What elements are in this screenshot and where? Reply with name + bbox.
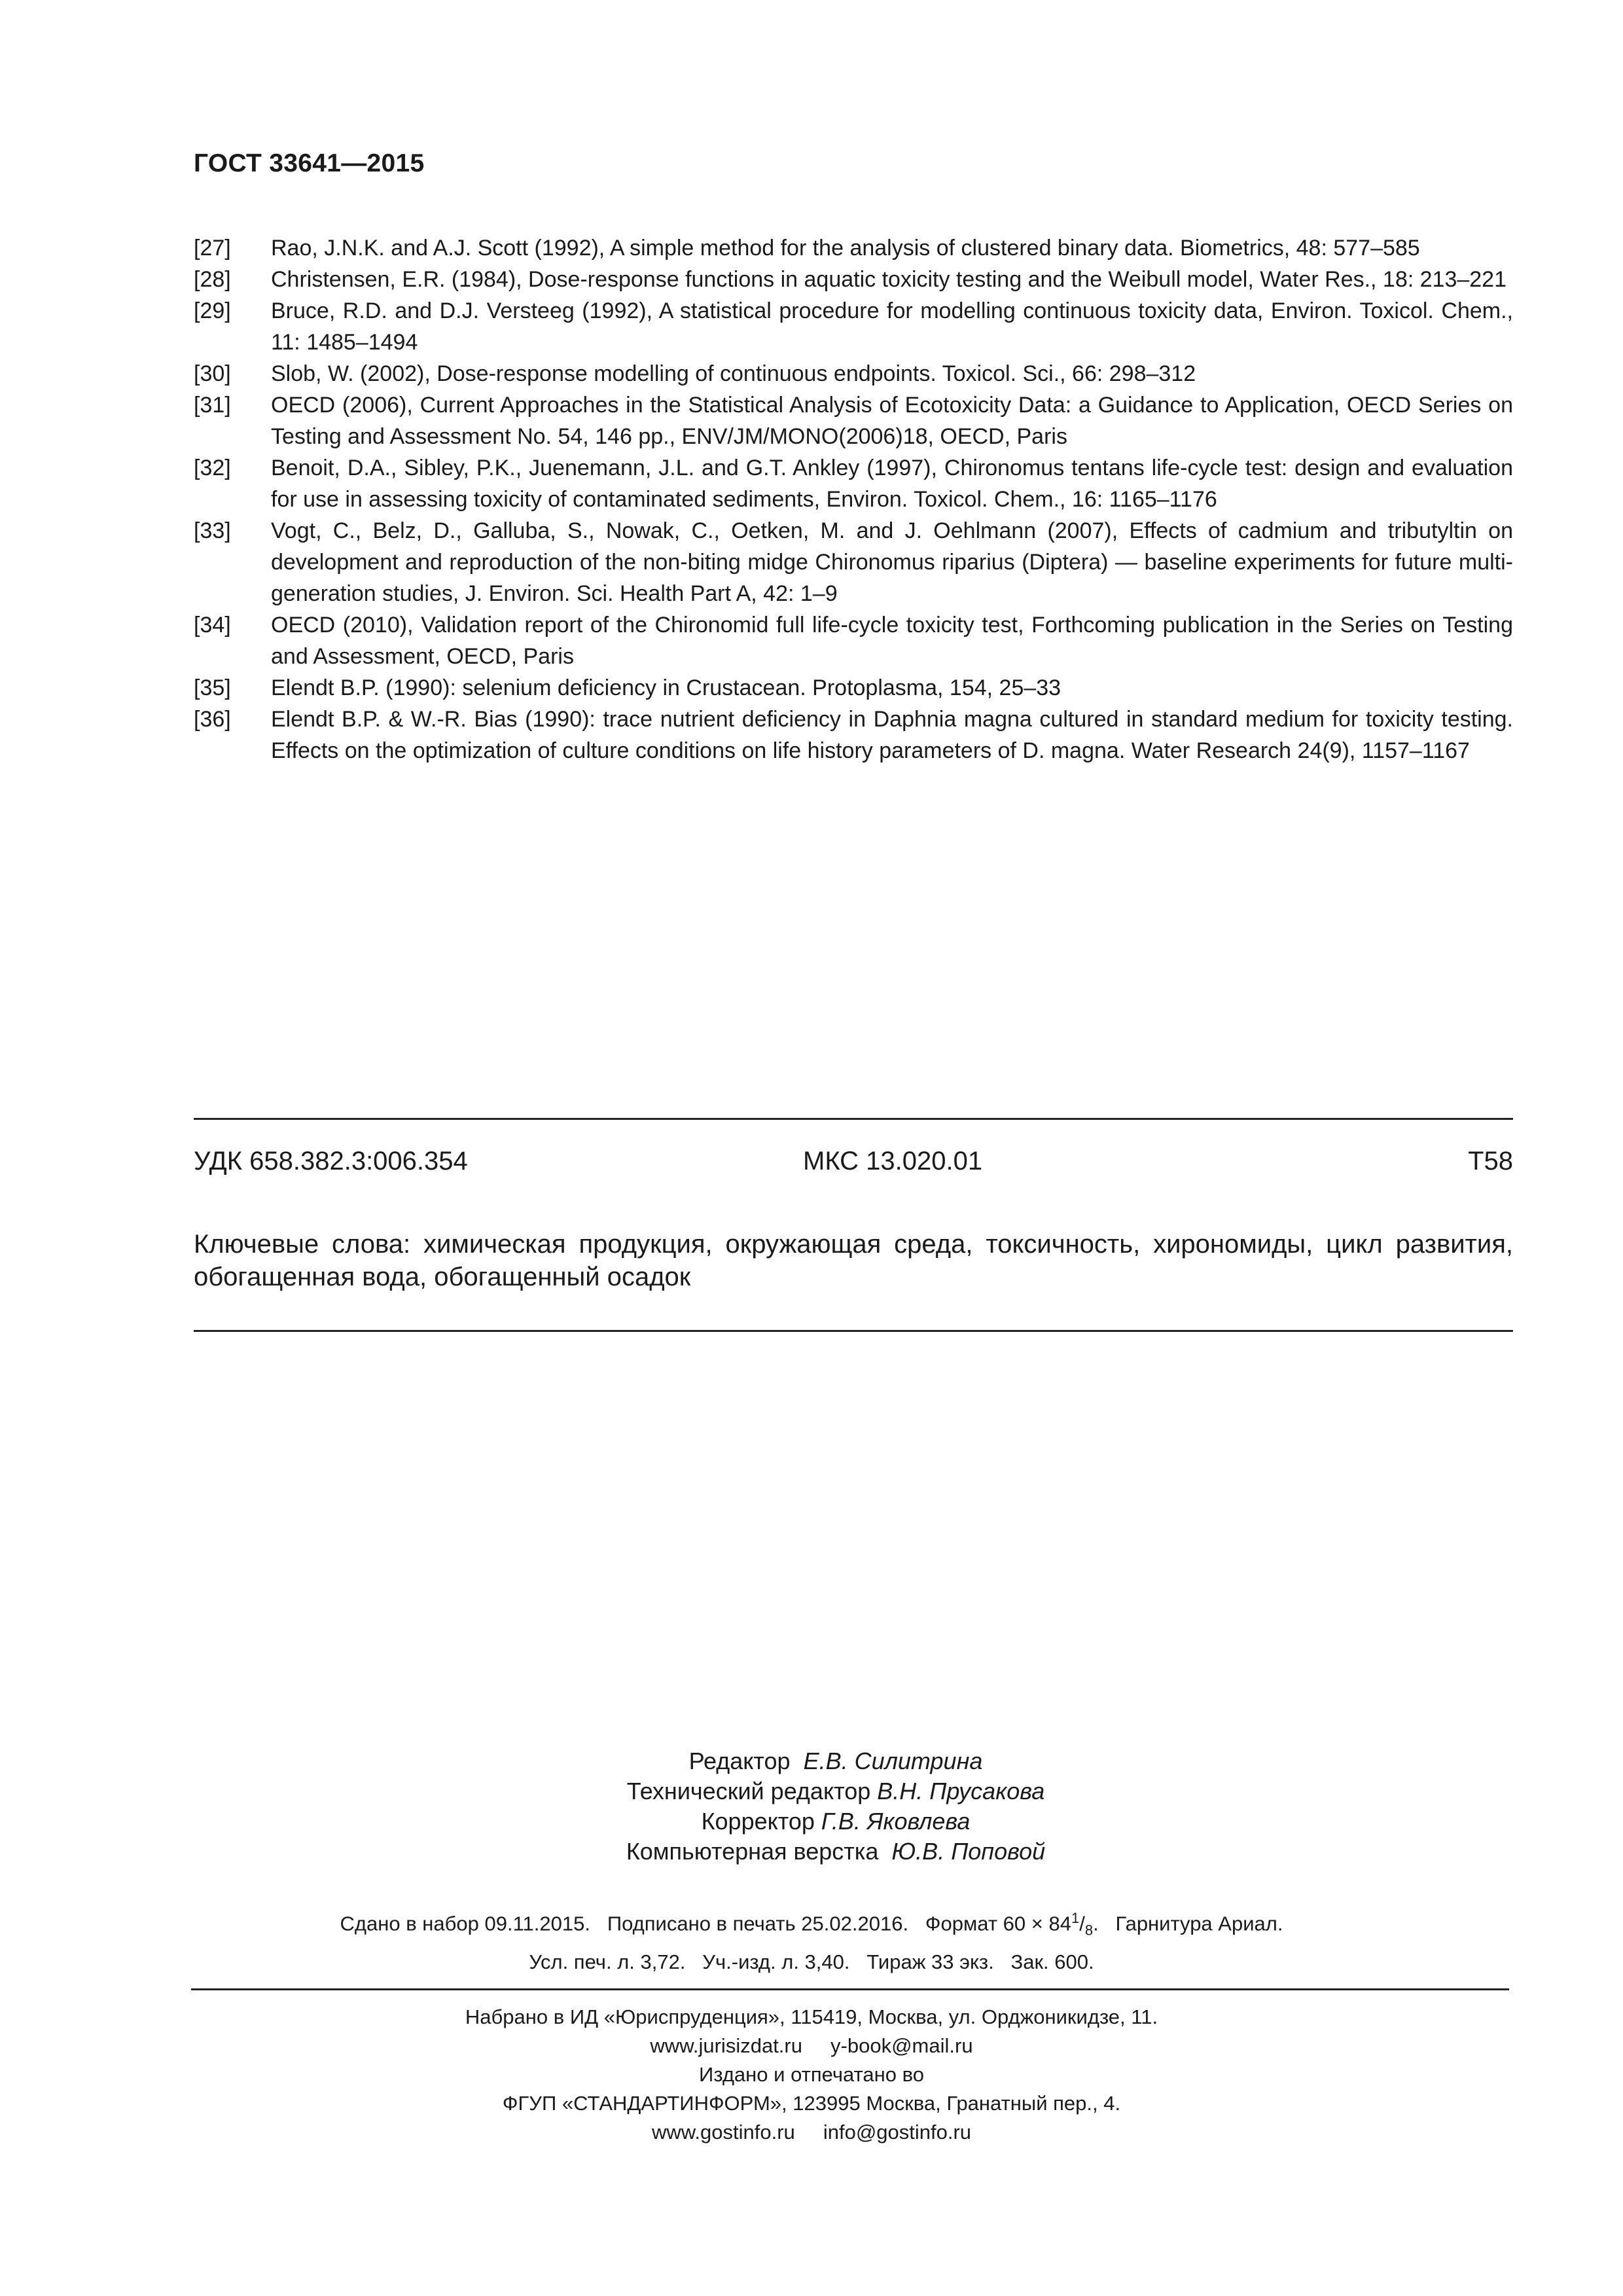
printer-line: Набрано в ИД «Юриспруденция», 115419, Москва, ул. Орджоникидзе, 11. [465,2005,1158,2028]
credit-name: Е.В. Силитрина [803,1748,983,1774]
credit-name: В.Н. Прусакова [877,1778,1045,1804]
reference-number: [36] [194,707,231,732]
printer-line: Издано и отпечатано во [699,2063,924,2086]
reference-item [194,672,1513,704]
reference-text: Christensen, E.R. (1984), Dose-response functions in aquatic toxicity testing and the Weibull model, Water Res., 18: 213–221 [271,267,1507,292]
credit-corrector [24,1806,1623,1837]
document-header: ГОСТ 33641—2015 [194,149,425,177]
publication-text: . Гарнитура Ариал. [1093,1912,1283,1935]
credit-layout [24,1837,1623,1867]
mks-code: МКС 13.020.01 [803,1147,983,1175]
reference-item [194,609,1513,672]
udk-code: УДК 658.382.3:006.354 [194,1147,468,1175]
credit-tech-editor [24,1776,1623,1806]
divider [191,1988,1509,1990]
credit-name: Ю.В. Поповой [891,1838,1046,1865]
reference-item [194,515,1513,609]
reference-number: [30] [194,361,231,386]
reference-text: Elendt B.P. (1990): selenium deficiency in Crustacean. Protoplasma, 154, 25–33 [271,675,1061,700]
reference-item [194,264,1513,295]
reference-number: [27] [194,236,231,260]
reference-text: OECD (2010), Validation report of the Chironomid full life-cycle toxicity test, Forthcoming publication in the Series on Testing and Assessment, OECD, Paris [271,613,1513,669]
credits-block [0,1746,1623,1867]
reference-number: [28] [194,267,231,292]
printer-contacts: www.gostinfo.ru info@gostinfo.ru [651,2121,972,2144]
reference-item [194,232,1513,264]
reference-item [194,704,1513,766]
references-list [194,232,1513,766]
reference-number: [34] [194,613,231,637]
printer-info [0,2003,1623,2147]
reference-number: [33] [194,518,231,543]
reference-text: Benoit, D.A., Sibley, P.K., Juenemann, J.L. and G.T. Ankley (1997), Chironomus tentans life-cycle test: design and evaluation for use in assessing toxicity of contaminated sediments, Environ. Toxicol. Chem., 16: 1165–1176 [271,456,1513,512]
reference-text: Rao, J.N.K. and A.J. Scott (1992), A simple method for the analysis of clustered binary data. Biometrics, 48: 577–585 [271,236,1420,260]
reference-number: [29] [194,298,231,323]
printer-line: ФГУП «СТАНДАРТИНФОРМ», 123995 Москва, Гранатный пер., 4. [502,2092,1121,2115]
reference-number: [35] [194,675,231,700]
keywords: Ключевые слова: химическая продукция, окружающая среда, токсичность, хирономиды, цикл развития, обогащенная вода, обогащенный осадок [194,1230,1513,1291]
format-numerator: 1 [1071,1910,1080,1926]
publication-info [0,1903,1623,1978]
reference-item [194,452,1513,515]
publication-line-1 [0,1903,1623,1946]
reference-text: Bruce, R.D. and D.J. Versteeg (1992), A statistical procedure for modelling continuous toxicity data, Environ. Toxicol. Chem., 11: 1485–1494 [271,298,1513,355]
reference-text: OECD (2006), Current Approaches in the Statistical Analysis of Ecotoxicity Data: a Guidance to Application, OECD Series on Testing and Assessment No. 54, 146 pp., ENV/JM/MONO(2006)18, OECD, Paris [271,393,1513,449]
credit-name: Г.В. Яковлева [821,1808,971,1835]
reference-text: Vogt, C., Belz, D., Galluba, S., Nowak, C., Oetken, M. and J. Oehlmann (2007), Effects of cadmium and tributyltin on development and reproduction of the non-biting midge Chironomus riparius (Diptera) — baseline experiments for future multi-generation studies, J. Environ. Sci. Health Part A, 42: 1–9 [271,518,1513,606]
divider [194,1330,1513,1332]
reference-number: [32] [194,456,231,480]
credit-label: Технический редактор [626,1778,871,1804]
credit-label: Корректор [701,1808,815,1835]
format-denominator: 8 [1084,1922,1094,1939]
printer-contacts: www.jurisizdat.ru y-book@mail.ru [650,2034,973,2057]
reference-number: [31] [194,393,231,418]
reference-item [194,358,1513,389]
publication-line-2: Усл. печ. л. 3,72. Уч.-изд. л. 3,40. Тираж 33 экз. Зак. 600. [529,1950,1094,1973]
credit-editor [24,1746,1623,1776]
reference-item [194,295,1513,358]
credit-label: Компьютерная верстка [626,1838,879,1865]
t-code: Т58 [1468,1147,1513,1175]
credit-label: Редактор [688,1748,791,1774]
reference-text: Elendt B.P. & W.-R. Bias (1990): trace nutrient deficiency in Daphnia magna cultured in standard medium for toxicity testing. Effects on the optimization of culture conditions on life history parameters of D. magna. Water Research 24(9), 1157–1167 [271,707,1513,763]
reference-item [194,389,1513,452]
publication-text: Сдано в набор 09.11.2015. Подписано в печать 25.02.2016. Формат 60 × 84 [340,1912,1071,1935]
reference-text: Slob, W. (2002), Dose-response modelling of continuous endpoints. Toxicol. Sci., 66: 298–312 [271,361,1196,386]
divider [194,1118,1513,1120]
format-separator: / [1079,1912,1085,1935]
